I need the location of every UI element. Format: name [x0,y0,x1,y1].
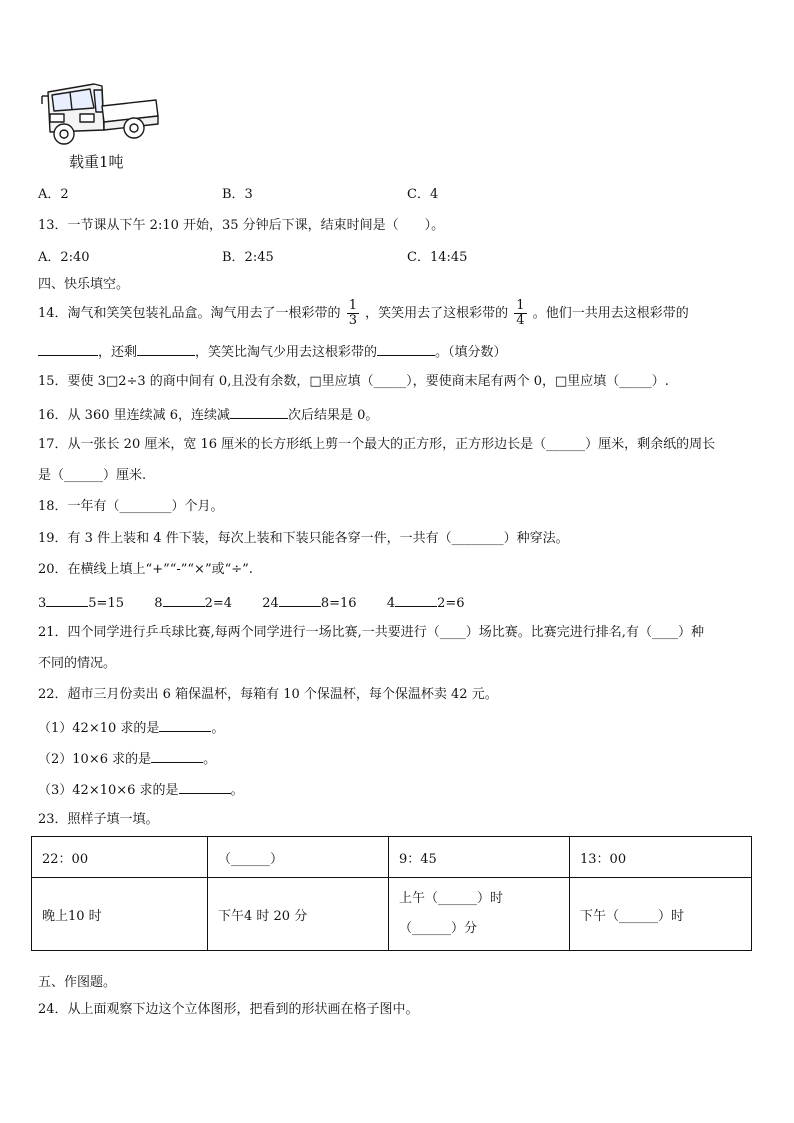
q20-blank-2[interactable] [163,594,205,607]
q23-r2-c3-line2: （______）分 [399,921,478,936]
q14-line2-c: 。（填分数） [435,345,507,360]
section-5-heading: 五、作图题。 [38,975,117,990]
q18-text: 18．一年有（________）个月。 [38,499,224,514]
q22-sub3 [38,781,244,799]
q14-line1 [38,298,689,330]
q16-b: 次后结果是 0。 [288,408,379,423]
q22-text: 22．超市三月份卖出 6 箱保温杯，每箱有 10 个保温杯，每个保温杯卖 42 元。 [38,687,498,702]
q14-blank-1[interactable] [38,343,98,356]
q14-blank-2[interactable] [137,343,195,356]
q13-text: 13．一节课从下午 2:10 开始，35 分钟后下课，结束时间是（ ）。 [38,218,445,233]
q20-eq1-b: 5=15 [88,596,124,611]
q14-prefix: 14．淘气和笑笑包装礼品盒。淘气用去了一根彩带的 [38,306,341,321]
section-4-heading: 四、快乐填空。 [38,277,130,292]
q20-eq2-b: 2=4 [204,596,232,611]
q16-a: 16．从 360 里连续减 6，连续减 [38,408,231,423]
q15-text: 15．要使 3□2÷3 的商中间有 0,且没有余数，□里应填（_____），要使商末尾有两个 0，□里应填（_____）. [38,374,669,389]
q22-sub2 [38,750,216,768]
q13-option-c: C．14:45 [407,250,468,265]
q22-sub1-end: 。 [211,721,225,736]
q23-table [31,836,752,951]
q22-blank-3[interactable] [179,781,231,794]
q24-text: 24．从上面观察下边这个立体图形，把看到的形状画在格子图中。 [38,1002,419,1017]
q22-sub3-text: （3）42×10×6 求的是 [38,783,179,798]
q12-option-b: B．3 [222,187,253,202]
q14-frac2-num: 1 [516,298,525,313]
table-row [32,878,752,951]
q23-r2-c3-line1: 上午（______）时 [399,891,504,906]
q14-mid: ，笑笑用去了这根彩带的 [365,306,509,321]
q20-text: 20．在横线上填上“+”“-”“×”或“÷”. [38,562,253,577]
q22-sub2-end: 。 [203,752,217,767]
q22-blank-2[interactable] [151,750,203,763]
q20-equations [38,594,465,612]
q22-sub1 [38,719,224,737]
q23-r2-c1: 晚上10 时 [32,878,208,951]
q14-line2-b: ，笑笑比淘气少用去这根彩带的 [195,345,378,360]
q16-blank[interactable] [230,406,288,419]
q23-r1-c2[interactable]: （______） [208,837,389,878]
truck-caption: 载重1吨 [69,153,124,171]
q23-r1-c1: 22：00 [32,837,208,878]
q14-fraction-1 [347,299,359,328]
q20-blank-3[interactable] [279,594,321,607]
q23-r1-c3: 9：45 [389,837,570,878]
q23-r1-c4: 13：00 [570,837,752,878]
table-row [32,837,752,878]
q16-text [38,406,378,424]
q22-sub1-text: （1）42×10 求的是 [38,721,160,736]
q20-eq4-b: 2=6 [437,596,465,611]
q20-eq3-b: 8=16 [320,596,357,611]
q20-blank-4[interactable] [395,594,437,607]
q17-line2: 是（______）厘米. [38,468,147,483]
q14-line2-a: ，还剩 [98,345,138,360]
q14-suffix: 。他们一共用去这根彩带的 [532,306,689,321]
q22-sub2-text: （2）10×6 求的是 [38,752,152,767]
q12-option-c: C．4 [407,187,439,202]
q22-sub3-end: 。 [230,783,244,798]
q22-blank-1[interactable] [159,719,211,732]
truck-icon [36,78,160,148]
q17-line1: 17．从一张长 20 厘米，宽 16 厘米的长方形纸上剪一个最大的正方形，正方形边长是（______）厘米，剩余纸的周长 [38,437,716,452]
q13-option-a: A．2:40 [38,250,90,265]
q20-eq2-a: 8 [154,596,163,611]
q14-frac1-num: 1 [348,298,357,313]
q21-line2: 不同的情况。 [38,656,117,671]
q14-line2 [38,343,507,361]
q14-fraction-2 [514,299,526,328]
q14-frac2-den: 4 [516,313,525,328]
q23-r2-c4[interactable]: 下午（______）时 [570,878,752,951]
q20-eq1-a: 3 [38,596,47,611]
q23-r2-c3[interactable] [389,878,570,951]
q19-text: 19．有 3 件上装和 4 件下装，每次上装和下装只能各穿一件，一共有（________）种穿法。 [38,531,569,546]
q14-frac1-den: 3 [348,313,357,328]
q23-r2-c2: 下午4 时 20 分 [208,878,389,951]
q20-blank-1[interactable] [46,594,88,607]
q14-blank-3[interactable] [377,343,435,356]
q21-line1: 21．四个同学进行乒乓球比赛,每两个同学进行一场比赛,一共要进行（____）场比赛。比赛完进行排名,有（____）种 [38,625,704,640]
q12-option-a: A．2 [38,187,69,202]
q13-option-b: B．2:45 [222,250,274,265]
q20-eq3-a: 24 [262,596,279,611]
q20-eq4-a: 4 [386,596,396,611]
q23-text: 23．照样子填一填。 [38,812,159,827]
